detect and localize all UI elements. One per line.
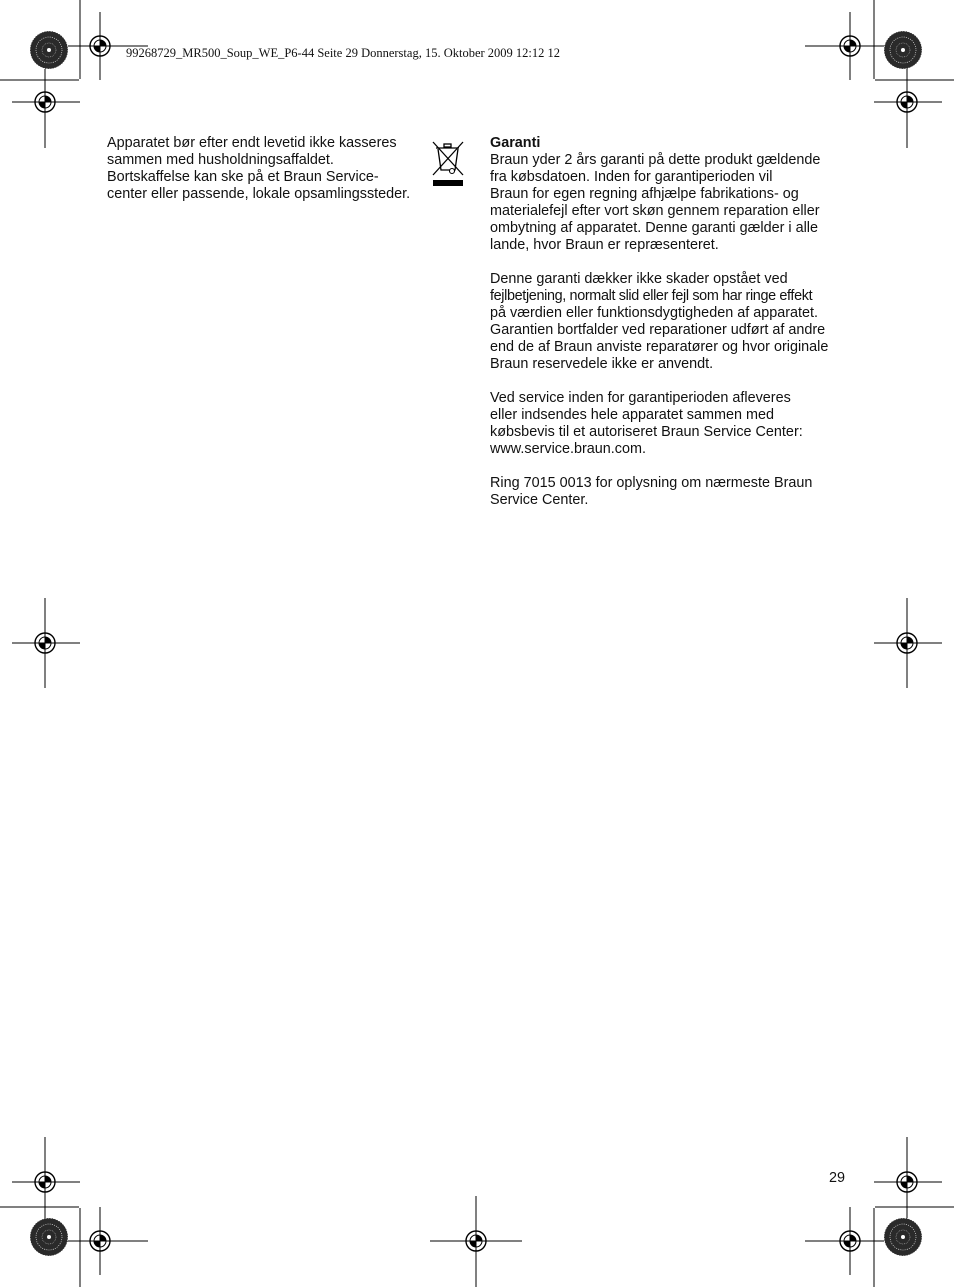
warranty-heading: Garanti [490, 135, 541, 151]
text-line: ombytning af apparatet. Denne garanti gælder i alle [490, 220, 818, 236]
warranty-exclusions-paragraph [490, 271, 850, 373]
text-line: lande, hvor Braun er repræsenteret. [490, 237, 719, 253]
text-line: Garantien bortfalder ved reparationer udført af andre [490, 322, 826, 338]
text-line: på værdien eller funktionsdygtigheden af apparatet. [490, 305, 819, 321]
disposal-notice [107, 135, 437, 203]
disposal-line: center eller passende, lokale opsamlingssteder. [107, 186, 411, 202]
text-line: Ring 7015 0013 for oplysning om nærmeste Braun [490, 475, 813, 491]
service-paragraph [490, 390, 850, 458]
disposal-line: Apparatet bør efter endt levetid ikke kasseres [107, 135, 397, 151]
print-slug: 99268729_MR500_Soup_WE_P6-44 Seite 29 Donnerstag, 15. Oktober 2009 12:12 12 [126, 46, 561, 60]
text-line: Braun reservedele ikke er anvendt. [490, 356, 714, 372]
service-url: www.service.braun.com. [490, 441, 646, 457]
text-line: købsbevis til et autoriseret Braun Service Center: [490, 424, 803, 440]
disposal-line: sammen med husholdningsaffaldet. [107, 152, 334, 168]
warranty-section [490, 135, 850, 526]
disposal-line: Bortskaffelse kan ske på et Braun Service- [107, 169, 379, 185]
text-line: materialefejl efter vort skøn gennem reparation eller [490, 203, 820, 219]
text-line: end de af Braun anviste reparatører og hvor originale [490, 339, 829, 355]
warranty-paragraph [490, 152, 850, 254]
text-line: Braun for egen regning afhjælpe fabrikations- og [490, 186, 799, 202]
phone-paragraph [490, 475, 850, 509]
text-line: fejlbetjening, normalt slid eller fejl som har ringe effekt [490, 288, 813, 304]
text-line: fra købsdatoen. Inden for garantiperioden vil [490, 169, 773, 185]
text-line: Service Center. [490, 492, 589, 508]
text-line: eller indsendes hele apparatet sammen med [490, 407, 774, 423]
text-line: Denne garanti dækker ikke skader opstået ved [490, 271, 788, 287]
text-line: Braun yder 2 års garanti på dette produkt gældende [490, 152, 821, 168]
crossed-out-wheelie-bin-icon [430, 139, 466, 189]
page-number: 29 [829, 1170, 846, 1186]
text-line: Ved service inden for garantiperioden afleveres [490, 390, 791, 406]
